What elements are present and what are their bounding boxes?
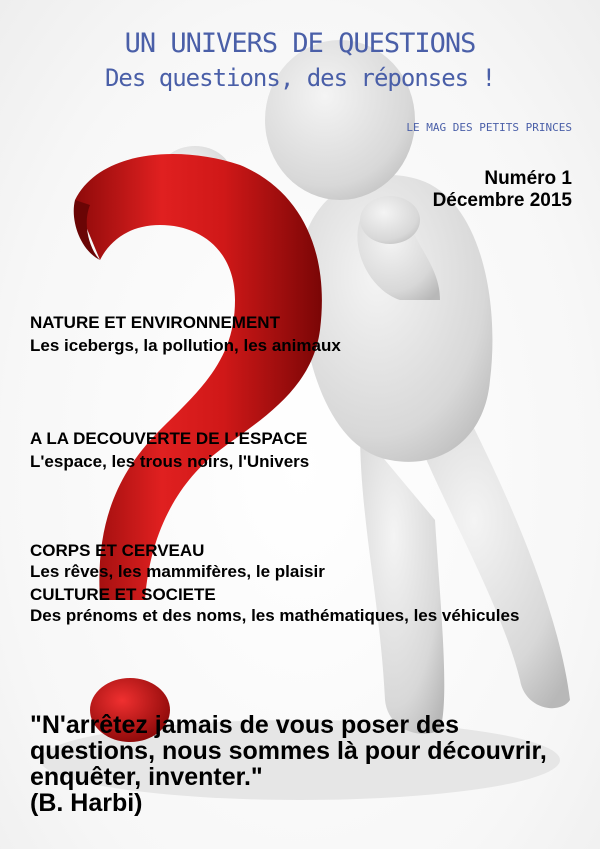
section-heading: CULTURE ET SOCIETE bbox=[30, 585, 216, 604]
cover-title: UN UNIVERS DE QUESTIONS bbox=[124, 28, 476, 59]
section-topics: Les icebergs, la pollution, les animaux bbox=[30, 336, 341, 355]
issue-date: Décembre 2015 bbox=[432, 190, 572, 211]
magazine-name: LE MAG DES PETITS PRINCES bbox=[406, 121, 572, 134]
cover-subtitle: Des questions, des réponses ! bbox=[104, 64, 496, 92]
quote-author: (B. Harbi) bbox=[30, 789, 143, 817]
section-topics: L'espace, les trous noirs, l'Univers bbox=[30, 452, 310, 471]
section-heading: A LA DECOUVERTE DE L'ESPACE bbox=[30, 429, 308, 448]
section-heading: NATURE ET ENVIRONNEMENT bbox=[30, 313, 280, 332]
quote-line: enquêter, inventer." bbox=[30, 763, 263, 791]
section-topics: Des prénoms et des noms, les mathématiques, les véhicules bbox=[30, 606, 520, 625]
issue-number: Numéro 1 bbox=[484, 168, 572, 189]
section-heading: CORPS ET CERVEAU bbox=[30, 541, 205, 560]
quote-line: questions, nous sommes là pour découvrir, bbox=[30, 737, 547, 765]
issue-info bbox=[433, 168, 572, 212]
section-topics: Les rêves, les mammifères, le plaisir bbox=[30, 562, 325, 581]
cover-quote bbox=[30, 712, 590, 816]
quote-line: "N'arrêtez jamais de vous poser des bbox=[30, 711, 460, 739]
